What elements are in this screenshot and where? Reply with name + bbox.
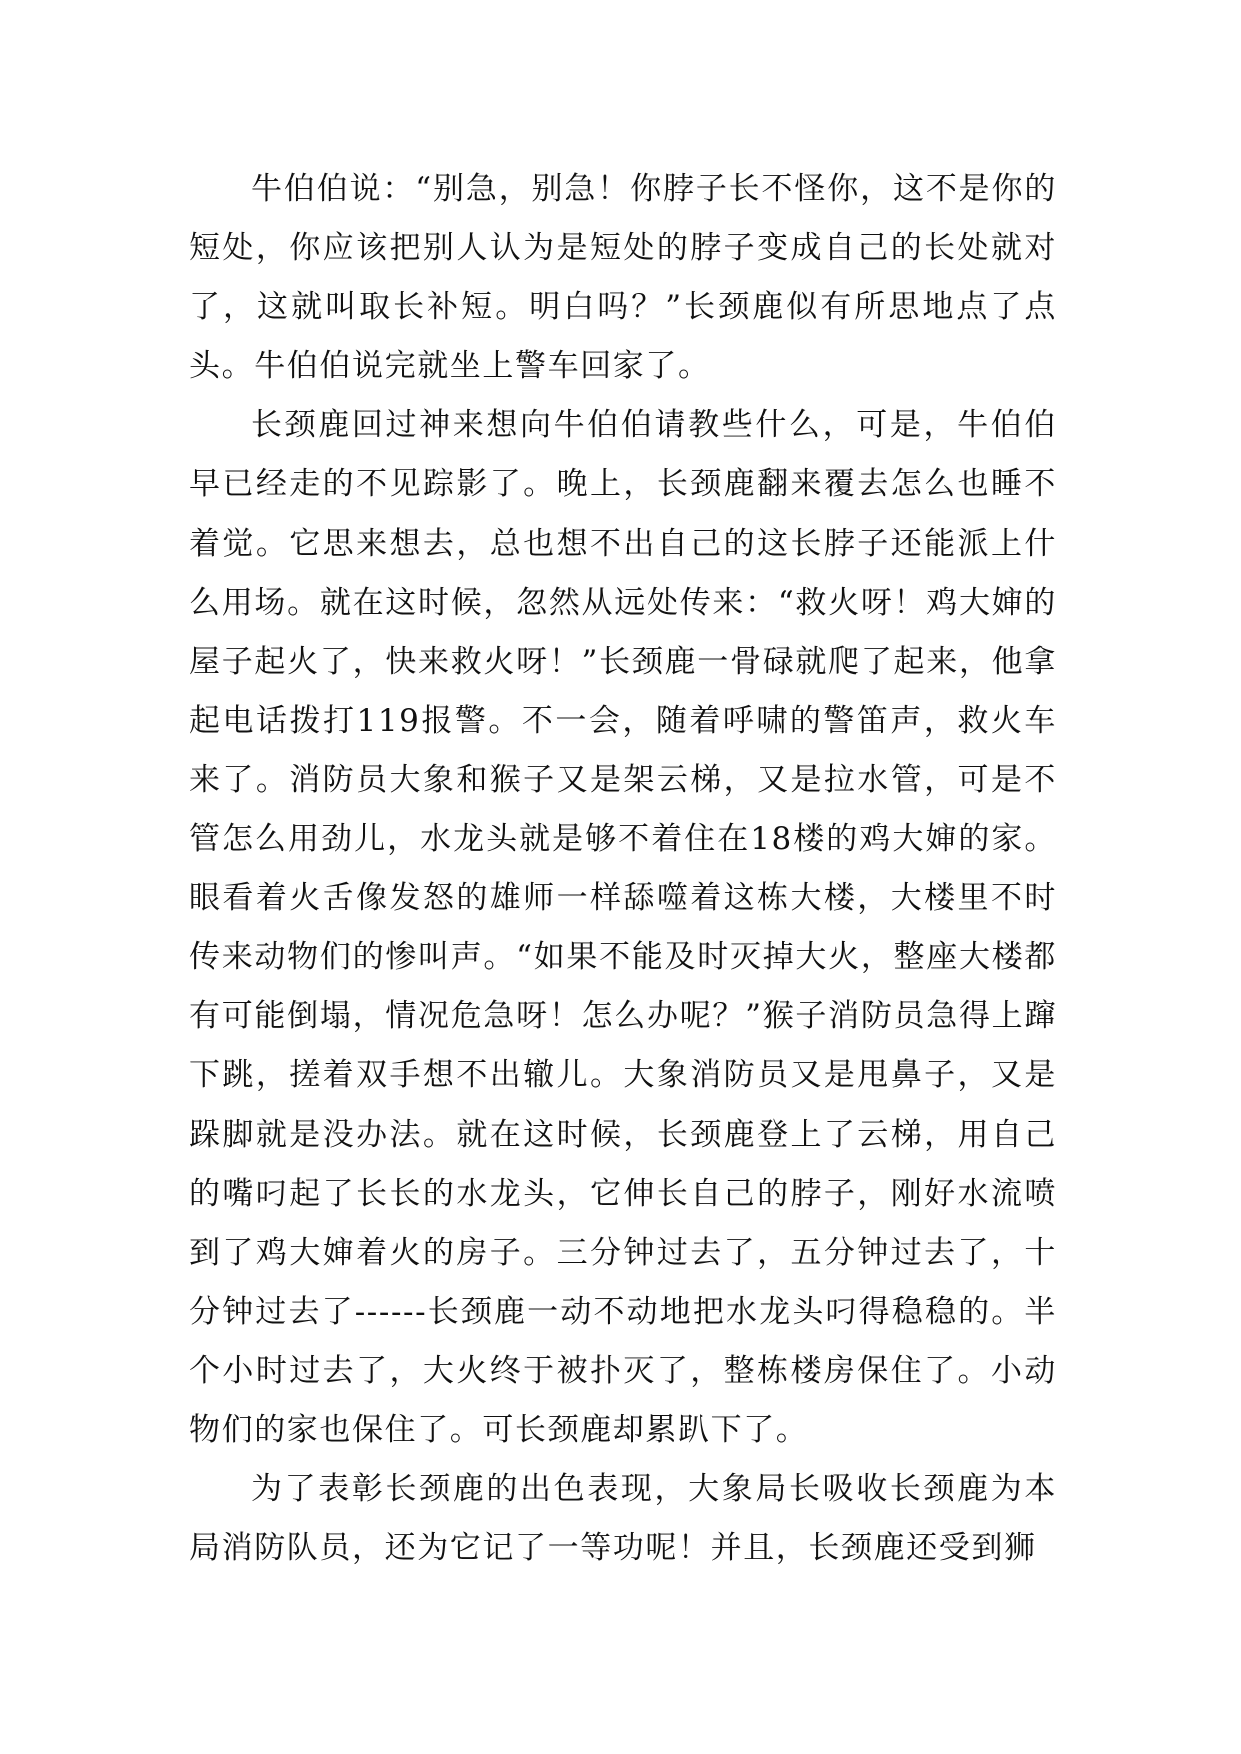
paragraph-2: 长颈鹿回过神来想向牛伯伯请教些什么，可是，牛伯伯早已经走的不见踪影了。晚上，长颈鹿翻来覆去怎么也睡不着觉。它思来想去，总也想不出自己的这长脖子还能派上什么用场。就在这时候，忽然从远处传来：“救火呀！鸡大婶的屋子起火了，快来救火呀！”长颈鹿一骨碌就爬了起来，他拿起电话拨打119报警。不一会，随着呼啸的警笛声，救火车来了。消防员大象和猴子又是架云梯，又是拉水管，可是不管怎么用劲儿，水龙头就是够不着住在18楼的鸡大婶的家。眼看着火舌像发怒的雄师一样舔噬着这栋大楼，大楼里不时传来动物们的惨叫声。“如果不能及时灭掉大火，整座大楼都有可能倒塌，情况危急呀！怎么办呢？”猴子消防员急得上蹿下跳，搓着双手想不出辙儿。大象消防员又是甩鼻子，又是跺脚就是没办法。就在这时候，长颈鹿登上了云梯，用自己的嘴叼起了长长的水龙头，它伸长自己的脖子，刚好水流喷到了鸡大婶着火的房子。三分钟过去了，五分钟过去了，十分钟过去了------长颈鹿一动不动地把水龙头叼得稳稳的。半个小时过去了，大火终于被扑灭了，整栋楼房保住了。小动物们的家也保住了。可长颈鹿却累趴下了。: [189, 407, 1057, 1448]
paragraph-1: 牛伯伯说：“别急，别急！你脖子长不怪你，这不是你的短处，你应该把别人认为是短处的脖子变成自己的长处就对了，这就叫取长补短。明白吗？”长颈鹿似有所思地点了点头。牛伯伯说完就坐上警车回家了。: [189, 171, 1057, 385]
paragraph-3: 为了表彰长颈鹿的出色表现，大象局长吸收长颈鹿为本局消防队员，还为它记了一等功呢！并且，长颈鹿还受到狮: [189, 1471, 1057, 1567]
document-body: [189, 160, 1057, 1578]
